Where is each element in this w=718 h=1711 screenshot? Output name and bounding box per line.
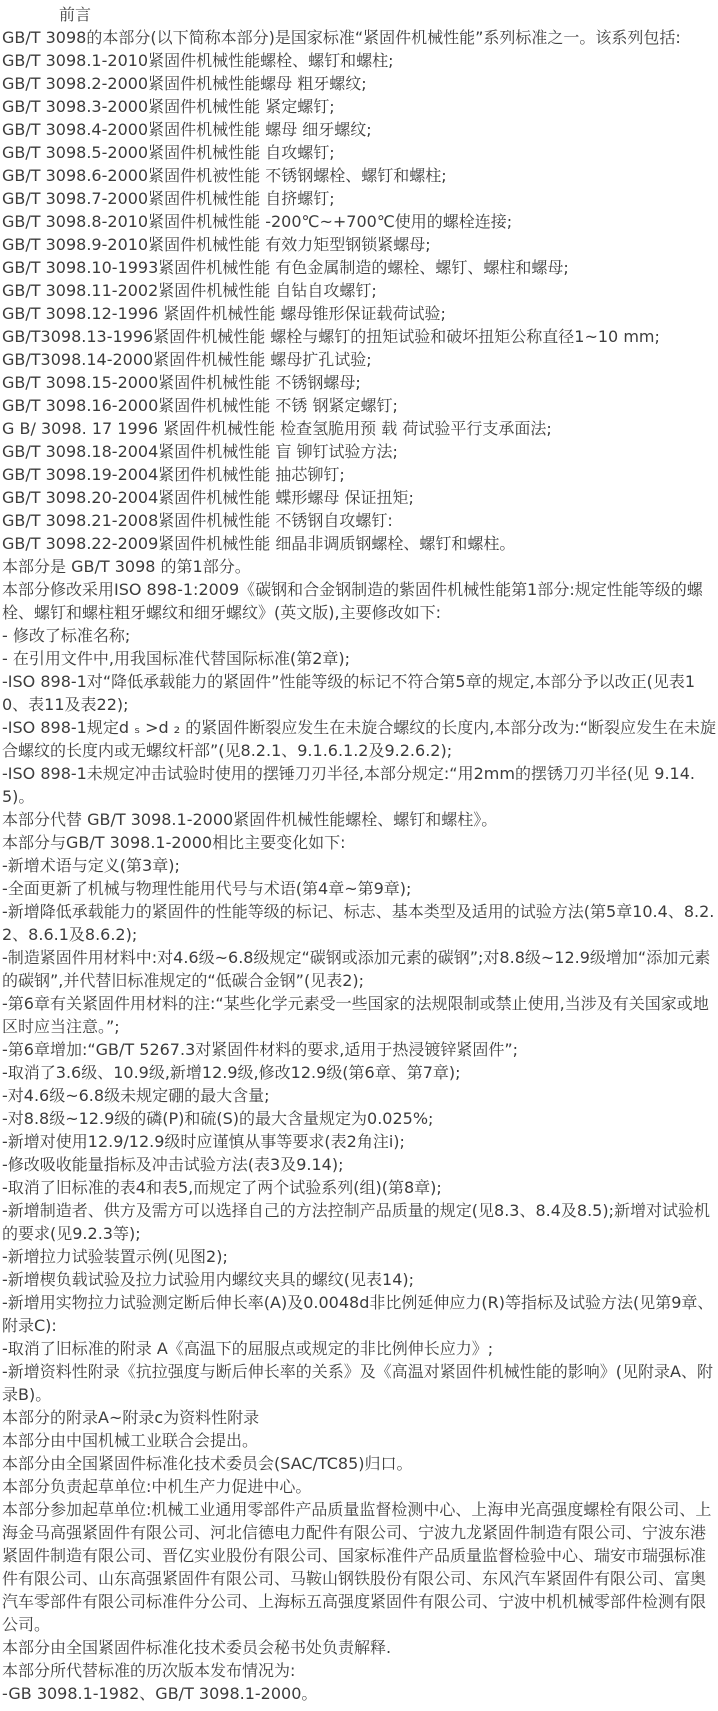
paragraph: GB/T 3098.6-2000紧固件机被性能 不锈钢螺栓、螺钉和螺柱; <box>2 166 447 185</box>
paragraph: - 在引用文件中,用我国标准代替国际标准(第2章); <box>2 649 351 668</box>
paragraph: -第6章有关紧固件用材料的注:“某些化学元素受一些国家的法规限制或禁止使用,当涉及有关国家或地区时应当注意。”; <box>2 994 709 1036</box>
paragraph: -新增制造者、供方及需方可以选择自己的方法控制产品质量的规定(见8.3、8.4及8.5);新增对试验机的要求(见9.2.3等); <box>2 1201 710 1243</box>
paragraph: -新增拉力试验装置示例(见图2); <box>2 1247 228 1266</box>
paragraph: -ISO 898-1对“降低承载能力的紧固件”性能等级的标记不符合第5章的规定,本部分予以改正(见表10、表11及表22); <box>2 672 696 714</box>
paragraph: G B/ 3098. 17 1996 紧固件机械性能 检查氢脆用预 载 荷试验平行支承面法; <box>2 419 552 438</box>
paragraph: -对8.8级~12.9级的磷(P)和硫(S)的最大含量规定为0.025%; <box>2 1109 434 1128</box>
paragraph: -新增用实物拉力试验测定断后伸长率(A)及0.0048d非比例延伸应力(R)等指标及试验方法(见第9章、附录C): <box>2 1293 714 1335</box>
paragraph: 本部分负责起草单位:中机生产力促进中心。 <box>2 1477 312 1496</box>
paragraph: -制造紧固件用材料中:对4.6级~6.8级规定“碳钢或添加元素的碳钢”;对8.8级~12.9级增加“添加元素的碳钢”,并代替旧标准规定的“低碳合金钢”(见表2); <box>2 948 711 990</box>
paragraph: -新增降低承载能力的紧固件的性能等级的标记、标志、基本类型及适用的试验方法(第5章10.4、8.2.2、8.6.1及8.6.2); <box>2 902 715 944</box>
paragraph: -新增资料性附录《抗拉强度与断后伸长率的关系》及《高温对紧固件机械性能的影响》(见附录A、附录B)。 <box>2 1362 713 1404</box>
document-body <box>2 26 717 1705</box>
paragraph: GB/T 3098.19-2004紧团件机械性能 抽芯铆钉; <box>2 465 345 484</box>
paragraph: GB/T 3098.11-2002紧固件机械性能 自钻自攻螺钉; <box>2 281 377 300</box>
paragraph: 本部分与GB/T 3098.1-2000相比主要变化如下: <box>2 833 346 852</box>
paragraph: 本部分是 GB/T 3098 的第1部分。 <box>2 557 251 576</box>
paragraph: -新增对使用12.9/12.9级时应谨慎从事等要求(表2角注i); <box>2 1132 405 1151</box>
paragraph: GB/T 3098.12-1996 紧固件机械性能 螺母锥形保证载荷试验; <box>2 304 446 323</box>
paragraph: GB/T 3098.5-2000紧固件机械性能 自攻螺钉; <box>2 143 335 162</box>
paragraph: GB/T 3098.21-2008紧固件机械性能 不锈钢自攻螺钉: <box>2 511 393 530</box>
paragraph: -对4.6级~6.8级未规定硼的最大含量; <box>2 1086 270 1105</box>
paragraph: -取消了旧标准的表4和表5,而规定了两个试验系列(组)(第8章); <box>2 1178 442 1197</box>
paragraph: 本部分参加起草单位:机械工业通用零部件产品质量监督检测中心、上海申光高强度螺栓有限公司、上海金马高强紧固件有限公司、河北信德电力配件有限公司、宁波九龙紧固件制造有限公司、宁波东港紧固件制造有限公司、晋亿实业股份有限公司、国家标准件产品质量监督检验中心、瑞安市瑞强标准件有限公司、山东高强紧固件有限公司、马鞍山钢铁股份有限公司、东风汽车紧固件有限公司、富奥汽车零部件有限公司标准件分公司、上海标五高强度紧固件有限公司、宁波中机机械零部件检测有限公司。 <box>2 1500 712 1634</box>
paragraph: GB/T 3098.2-2000紧固件机械性能螺母 粗牙螺纹; <box>2 74 367 93</box>
paragraph: 本部分由全国紧固件标准化技术委员会秘书处负责解释. <box>2 1638 392 1657</box>
paragraph: 本部分由中国机械工业联合会提出。 <box>2 1431 259 1450</box>
paragraph: GB/T 3098.10-1993紧固件机械性能 有色金属制造的螺栓、螺钉、螺柱和螺母; <box>2 258 569 277</box>
paragraph: - 修改了标准名称; <box>2 626 131 645</box>
paragraph: -取消了旧标准的附录 A《高温下的屈服点或规定的非比例伸长应力》; <box>2 1339 494 1358</box>
paragraph: GB/T 3098的本部分(以下简称本部分)是国家标准“紧固件机械性能”系列标准之一。该系列包括: <box>2 28 681 47</box>
paragraph: GB/T3098.13-1996紧固件机械性能 螺栓与螺钉的扭矩试验和破坏扭矩公称直径1~10 mm; <box>2 327 660 346</box>
page-title: 前言 <box>59 5 92 24</box>
paragraph: GB/T 3098.15-2000紧固件机械性能 不锈钢螺母; <box>2 373 361 392</box>
paragraph: GB/T 3098.18-2004紧固件机械性能 盲 铆钉试验方法; <box>2 442 398 461</box>
paragraph: 本部分修改采用ISO 898-1:2009《碳钢和合金钢制造的紫固件机械性能第1部分:规定性能等级的螺栓、螺钉和螺柱粗牙螺纹和细牙螺纹》(英文版),主要修改如下: <box>2 580 703 622</box>
paragraph: GB/T 3098.9-2010紧固件机械性能 有效力矩型钢锁紧螺母; <box>2 235 431 254</box>
paragraph: GB/T 3098.3-2000紧固件机械性能 紧定螺钉; <box>2 97 335 116</box>
paragraph: GB/T 3098.4-2000紧固件机械性能 螺母 细牙螺纹; <box>2 120 372 139</box>
paragraph: -ISO 898-1未规定冲击试验时使用的摆锤刀刃半径,本部分规定:“用2mm的摆锈刀刃半径(见 9.14.5)。 <box>2 764 695 806</box>
paragraph: -ISO 898-1规定d ₛ >d ₂ 的紧固件断裂应发生在未旋合螺纹的长度内,本部分改为:“断裂应发生在未旋合螺纹的长度内或无螺纹杆部”(见8.2.1、9.1.6.1.2及9.2.6.2); <box>2 718 717 760</box>
paragraph: -第6章增加:“GB/T 5267.3对紧固件材料的要求,适用于热浸镀锌紧固件”; <box>2 1040 519 1059</box>
paragraph: GB/T 3098.16-2000紧固件机械性能 不锈 钢紧定螺钉; <box>2 396 398 415</box>
paragraph: -新增术语与定义(第3章); <box>2 856 180 875</box>
paragraph: -取消了3.6级、10.9级,新增12.9级,修改12.9级(第6章、第7章); <box>2 1063 461 1082</box>
paragraph: 本部分所代替标准的历次版本发布情况为: <box>2 1661 296 1680</box>
paragraph: -修改吸收能量指标及冲击试验方法(表3及9.14); <box>2 1155 344 1174</box>
paragraph: GB/T 3098.20-2004紧固件机械性能 蝶形螺母 保证扭矩; <box>2 488 414 507</box>
paragraph: GB/T 3098.1-2010紧固件机械性能螺栓、螺钉和螺柱; <box>2 51 394 70</box>
paragraph: GB/T 3098.22-2009紧固件机械性能 细晶非调质钢螺栓、螺钉和螺柱。 <box>2 534 516 553</box>
paragraph: 本部分代替 GB/T 3098.1-2000紧固件机械性能螺栓、螺钉和螺柱》。 <box>2 810 498 829</box>
paragraph: -GB 3098.1-1982、GB/T 3098.1-2000。 <box>2 1684 318 1703</box>
paragraph: GB/T 3098.8-2010紧固件机械性能 -200℃~+700℃使用的螺栓连接; <box>2 212 513 231</box>
paragraph: 本部分的附录A~附录c为资料性附录 <box>2 1408 260 1427</box>
paragraph: -新增楔负载试验及拉力试验用内螺纹夹具的螺纹(见表14); <box>2 1270 415 1289</box>
paragraph: GB/T3098.14-2000紧固件机械性能 螺母扩孔试验; <box>2 350 372 369</box>
paragraph: 本部分由全国紧固件标准化技术委员会(SAC/TC85)归口。 <box>2 1454 413 1473</box>
paragraph: GB/T 3098.7-2000紧固件机械性能 自挤螺钉; <box>2 189 335 208</box>
paragraph: -全面更新了机械与物理性能用代号与术语(第4章~第9章); <box>2 879 412 898</box>
